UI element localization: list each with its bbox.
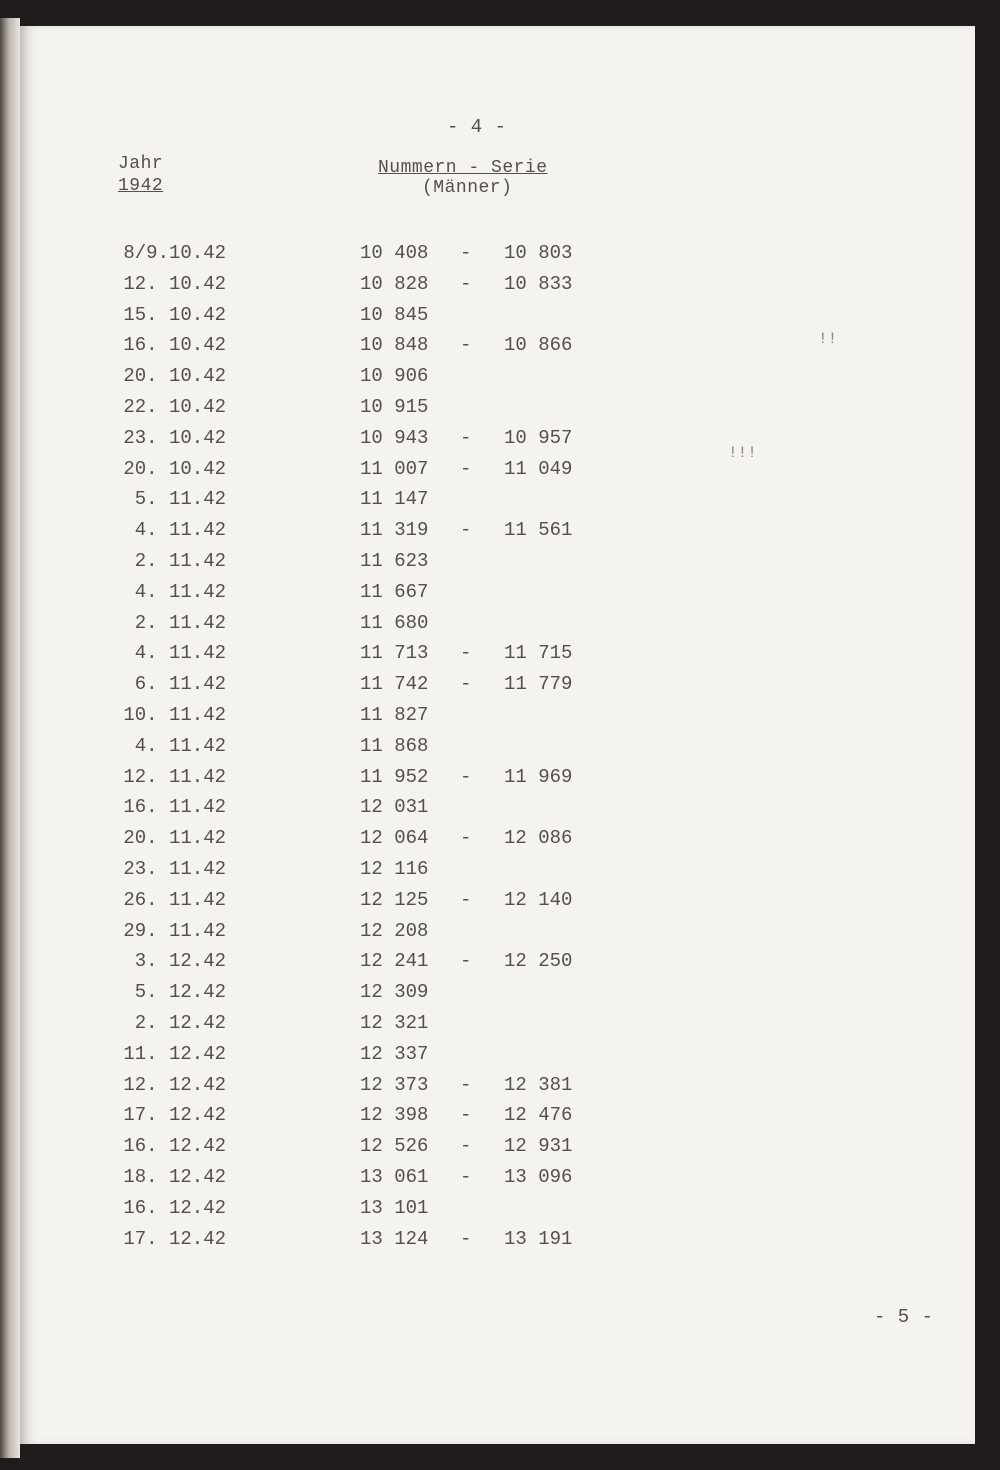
date-cell: 12. 12.42: [123, 1073, 226, 1096]
date-cell: 3. 12.42: [134, 950, 226, 973]
range-dash: -: [460, 1104, 472, 1127]
serial-from-cell: 11 147: [360, 488, 429, 511]
serial-from-cell: 11 007: [360, 457, 429, 480]
number-series-table: [20, 242, 975, 1258]
serial-from-cell: 12 064: [360, 827, 429, 850]
range-dash: -: [460, 334, 472, 357]
serial-from-cell: 11 319: [360, 519, 429, 542]
date-cell: 4. 11.42: [134, 642, 226, 665]
table-row: [20, 273, 975, 304]
table-row: [20, 827, 975, 858]
table-row: [20, 642, 975, 673]
serial-from-cell: 11 952: [360, 765, 429, 788]
serial-from-cell: 11 713: [360, 642, 429, 665]
table-row: [20, 796, 975, 827]
margin-annotation: !!: [818, 330, 838, 348]
serial-from-cell: 11 868: [360, 734, 429, 757]
date-cell: 8/9.10.42: [123, 242, 226, 264]
serial-to-cell: 13 096: [504, 1165, 573, 1188]
serial-to-cell: 10 833: [504, 272, 573, 295]
date-cell: 16. 11.42: [123, 796, 226, 819]
date-cell: 4. 11.42: [134, 580, 226, 603]
range-dash: -: [460, 1073, 472, 1096]
serial-from-cell: 12 125: [360, 888, 429, 911]
serial-to-cell: 10 957: [504, 426, 573, 449]
table-row: [20, 1228, 975, 1259]
column-header-nummern-serie: Nummern - Serie: [378, 158, 548, 178]
serial-from-cell: 12 373: [360, 1073, 429, 1096]
range-dash: -: [460, 642, 472, 665]
serial-from-cell: 10 848: [360, 334, 429, 357]
date-cell: 2. 11.42: [134, 611, 226, 634]
serial-to-cell: 12 476: [504, 1104, 573, 1127]
serial-from-cell: 10 845: [360, 303, 429, 326]
date-cell: 18. 12.42: [123, 1165, 226, 1188]
serial-to-cell: 12 140: [504, 888, 573, 911]
date-cell: 11. 12.42: [123, 1042, 226, 1065]
table-row: [20, 550, 975, 581]
serial-to-cell: 10 803: [504, 242, 573, 264]
range-dash: -: [460, 888, 472, 911]
table-row: [20, 519, 975, 550]
column-header-maenner: (Männer): [422, 178, 513, 198]
serial-from-cell: 12 309: [360, 981, 429, 1004]
date-cell: 22. 10.42: [123, 395, 226, 418]
range-dash: -: [460, 1135, 472, 1158]
date-cell: 17. 12.42: [123, 1104, 226, 1127]
table-row: [20, 704, 975, 735]
serial-from-cell: 11 742: [360, 673, 429, 696]
document-page: [20, 26, 975, 1444]
serial-from-cell: 10 408: [360, 242, 429, 264]
table-row: [20, 427, 975, 458]
serial-from-cell: 12 208: [360, 919, 429, 942]
table-row: [20, 735, 975, 766]
range-dash: -: [460, 950, 472, 973]
serial-to-cell: 13 191: [504, 1227, 573, 1250]
range-dash: -: [460, 457, 472, 480]
date-cell: 12. 11.42: [123, 765, 226, 788]
date-cell: 23. 10.42: [123, 426, 226, 449]
table-row: [20, 396, 975, 427]
serial-from-cell: 11 667: [360, 580, 429, 603]
date-cell: 2. 11.42: [134, 549, 226, 572]
date-cell: 10. 11.42: [123, 703, 226, 726]
facing-page-edge: [0, 18, 20, 1458]
page-number-top: - 4 -: [447, 116, 507, 138]
serial-from-cell: 12 526: [360, 1135, 429, 1158]
table-row: [20, 1043, 975, 1074]
table-row: [20, 766, 975, 797]
serial-to-cell: 12 931: [504, 1135, 573, 1158]
date-cell: 4. 11.42: [134, 734, 226, 757]
serial-from-cell: 10 943: [360, 426, 429, 449]
table-row: [20, 581, 975, 612]
table-row: [20, 1104, 975, 1135]
serial-to-cell: 12 381: [504, 1073, 573, 1096]
table-row: [20, 488, 975, 519]
table-row: [20, 920, 975, 951]
serial-from-cell: 10 906: [360, 365, 429, 388]
date-cell: 5. 12.42: [134, 981, 226, 1004]
table-row: [20, 673, 975, 704]
table-row: [20, 1012, 975, 1043]
date-cell: 2. 12.42: [134, 1011, 226, 1034]
date-cell: 6. 11.42: [134, 673, 226, 696]
range-dash: -: [460, 242, 472, 264]
table-row: [20, 1074, 975, 1105]
date-cell: 15. 10.42: [123, 303, 226, 326]
date-cell: 17. 12.42: [123, 1227, 226, 1250]
column-header-year: 1942: [118, 176, 164, 196]
serial-to-cell: 11 715: [504, 642, 573, 665]
table-row: [20, 1166, 975, 1197]
table-row: [20, 1197, 975, 1228]
range-dash: -: [460, 827, 472, 850]
date-cell: 23. 11.42: [123, 857, 226, 880]
date-cell: 4. 11.42: [134, 519, 226, 542]
date-cell: 12. 10.42: [123, 272, 226, 295]
table-row: [20, 458, 975, 489]
date-cell: 16. 12.42: [123, 1135, 226, 1158]
date-cell: 29. 11.42: [123, 919, 226, 942]
serial-to-cell: 10 866: [504, 334, 573, 357]
table-row: [20, 889, 975, 920]
page-number-bottom: - 5 -: [874, 1306, 934, 1328]
table-row: [20, 981, 975, 1012]
serial-from-cell: 12 321: [360, 1011, 429, 1034]
range-dash: -: [460, 426, 472, 449]
serial-from-cell: 13 124: [360, 1227, 429, 1250]
table-row: [20, 1135, 975, 1166]
serial-from-cell: 12 398: [360, 1104, 429, 1127]
date-cell: 5. 11.42: [134, 488, 226, 511]
serial-from-cell: 12 116: [360, 857, 429, 880]
margin-annotation: !!!: [728, 444, 757, 462]
range-dash: -: [460, 1165, 472, 1188]
date-cell: 20. 10.42: [123, 457, 226, 480]
serial-from-cell: 13 061: [360, 1165, 429, 1188]
date-cell: 20. 10.42: [123, 365, 226, 388]
table-row: [20, 858, 975, 889]
range-dash: -: [460, 272, 472, 295]
serial-to-cell: 12 250: [504, 950, 573, 973]
serial-to-cell: 11 779: [504, 673, 573, 696]
serial-to-cell: 12 086: [504, 827, 573, 850]
date-cell: 20. 11.42: [123, 827, 226, 850]
serial-to-cell: 11 969: [504, 765, 573, 788]
serial-from-cell: 11 623: [360, 549, 429, 572]
serial-from-cell: 10 828: [360, 272, 429, 295]
serial-from-cell: 12 031: [360, 796, 429, 819]
date-cell: 16. 10.42: [123, 334, 226, 357]
table-row: [20, 242, 975, 273]
range-dash: -: [460, 519, 472, 542]
serial-from-cell: 11 680: [360, 611, 429, 634]
column-header-jahr: Jahr: [118, 154, 164, 174]
range-dash: -: [460, 1227, 472, 1250]
table-row: [20, 950, 975, 981]
serial-to-cell: 11 049: [504, 457, 573, 480]
serial-to-cell: 11 561: [504, 519, 573, 542]
serial-from-cell: 12 337: [360, 1042, 429, 1065]
table-row: [20, 612, 975, 643]
serial-from-cell: 11 827: [360, 703, 429, 726]
range-dash: -: [460, 673, 472, 696]
date-cell: 26. 11.42: [123, 888, 226, 911]
date-cell: 16. 12.42: [123, 1196, 226, 1219]
serial-from-cell: 12 241: [360, 950, 429, 973]
serial-from-cell: 10 915: [360, 395, 429, 418]
serial-from-cell: 13 101: [360, 1196, 429, 1219]
table-row: [20, 365, 975, 396]
range-dash: -: [460, 765, 472, 788]
